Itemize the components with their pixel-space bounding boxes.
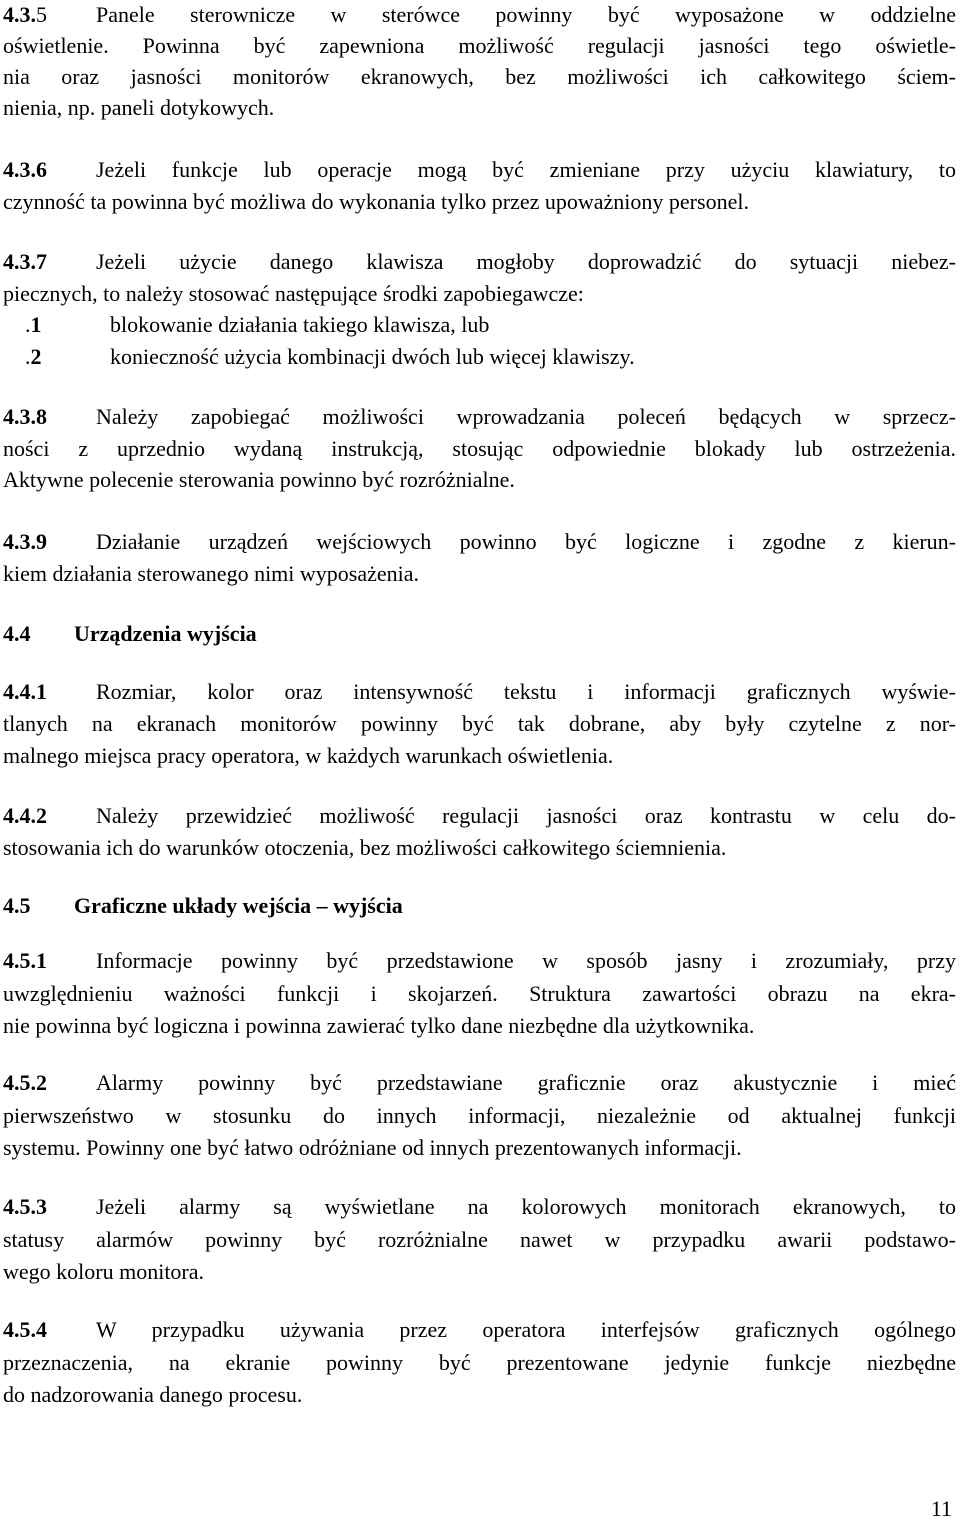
paragraph-number: 4.3.5: [3, 2, 47, 27]
paragraph-4-3-5-line-3: nia oraz jasności monitorów ekranowych, bez możliwości ich całkowitego ściem-: [3, 64, 956, 89]
paragraph-4-3-8-line-3: Aktywne polecenie sterowania powinno być rozróżnialne.: [3, 467, 515, 492]
section-number: 4.4: [3, 621, 31, 646]
paragraph-number: 4.5.2: [3, 1070, 47, 1095]
page-number: 11: [930, 1496, 952, 1521]
section-title: Graficzne układy wejścia – wyjścia: [74, 893, 403, 918]
paragraph-4-3-9-line-1: [3, 527, 956, 557]
paragraph-4-3-6-line-2: czynność ta powinna być możliwa do wykonania tylko przez upoważniony personel.: [3, 189, 749, 214]
paragraph-number: 4.4.2: [3, 803, 47, 828]
paragraph-text: Rozmiar, kolor oraz intensywność tekstu i informacji graficznych wyświe-: [96, 679, 956, 704]
paragraph-4-5-4-line-1: [3, 1315, 956, 1345]
paragraph-number: 4.3.9: [3, 529, 47, 554]
paragraph-text: W przypadku używania przez operatora interfejsów graficznych ogólnego: [96, 1317, 956, 1342]
list-item-number: .1: [25, 312, 42, 337]
paragraph-4-5-1-line-1: [3, 946, 956, 976]
paragraph-number: 4.3.6: [3, 157, 47, 182]
paragraph-4-4-2-line-1: [3, 801, 956, 831]
paragraph-4-3-5-line-1: [3, 0, 956, 30]
list-item-number: .2: [25, 344, 42, 369]
paragraph-text: Jeżeli alarmy są wyświetlane na kolorowych monitorach ekranowych, to: [96, 1194, 956, 1219]
paragraph-4-5-4-line-3: do nadzorowania danego procesu.: [3, 1382, 303, 1407]
paragraph-4-5-2-line-1: [3, 1068, 956, 1098]
paragraph-text: Informacje powinny być przedstawione w sposób jasny i zrozumiały, przy: [96, 948, 956, 973]
paragraph-4-4-1-line-1: [3, 677, 956, 707]
paragraph-4-5-3-line-3: wego koloru monitora.: [3, 1259, 205, 1284]
list-item: [25, 342, 960, 372]
paragraph-4-3-8-line-1: [3, 402, 956, 432]
paragraph-text: Panele sterownicze w sterówce powinny być wyposażone w oddzielne: [96, 2, 956, 27]
paragraph-number: 4.5.1: [3, 948, 47, 973]
paragraph-number: 4.3.8: [3, 404, 47, 429]
section-number: 4.5: [3, 893, 31, 918]
paragraph-4-4-2-line-2: stosowania ich do warunków otoczenia, bez możliwości całkowitego ściemnienia.: [3, 835, 727, 860]
paragraph-4-5-1-line-3: nie powinna być logiczna i powinna zawierać tylko dane niezbędne dla użytkownika.: [3, 1013, 755, 1038]
section-title: Urządzenia wyjścia: [74, 621, 257, 646]
paragraph-4-3-7-line-2: piecznych, to należy stosować następujące środki zapobiegawcze:: [3, 281, 584, 306]
paragraph-4-5-3-line-2: statusy alarmów powinny być rozróżnialne nawet w przypadku awarii podstawo-: [3, 1227, 956, 1252]
paragraph-4-5-2-line-2: pierwszeństwo w stosunku do innych informacji, niezależnie od aktualnej funkcji: [3, 1103, 956, 1128]
paragraph-4-3-6-line-1: [3, 155, 956, 185]
paragraph-4-5-1-line-2: uwzględnieniu ważności funkcji i skojarzeń. Struktura zawartości obrazu na ekra-: [3, 981, 956, 1006]
paragraph-4-5-4-line-2: przeznaczenia, na ekranie powinny być prezentowane jedynie funkcje niezbędne: [3, 1350, 956, 1375]
paragraph-text: Należy przewidzieć możliwość regulacji jasności oraz kontrastu w celu do-: [96, 803, 956, 828]
paragraph-4-4-1-line-2: tlanych na ekranach monitorów powinny być tak dobrane, aby były czytelne z nor-: [3, 711, 956, 736]
list-item-text: blokowanie działania takiego klawisza, lub: [110, 312, 490, 337]
paragraph-number: 4.3.7: [3, 249, 47, 274]
paragraph-4-3-5-line-4: nienia, np. paneli dotykowych.: [3, 95, 275, 120]
paragraph-4-3-8-line-2: ności z uprzednio wydaną instrukcją, stosując odpowiednie blokady lub ostrzeżenia.: [3, 436, 956, 461]
paragraph-text: Działanie urządzeń wejściowych powinno być logiczne i zgodne z kierun-: [96, 529, 956, 554]
section-heading-4-5: [3, 891, 956, 921]
section-heading-4-4: [3, 619, 956, 649]
paragraph-text: Alarmy powinny być przedstawiane graficznie oraz akustycznie i mieć: [96, 1070, 956, 1095]
paragraph-text: Jeżeli użycie danego klawisza mogłoby doprowadzić do sytuacji niebez-: [96, 249, 956, 274]
list-item-text: konieczność użycia kombinacji dwóch lub więcej klawiszy.: [110, 344, 635, 369]
paragraph-number: 4.5.3: [3, 1194, 47, 1219]
paragraph-4-3-7-line-1: [3, 247, 956, 277]
paragraph-text: Jeżeli funkcje lub operacje mogą być zmieniane przy użyciu klawiatury, to: [96, 157, 956, 182]
list-item: [25, 310, 960, 340]
paragraph-4-4-1-line-3: malnego miejsca pracy operatora, w każdych warunkach oświetlenia.: [3, 743, 614, 768]
paragraph-4-5-2-line-3: systemu. Powinny one być łatwo odróżniane od innych prezentowanych informacji.: [3, 1135, 742, 1160]
paragraph-4-3-5-line-2: oświetlenie. Powinna być zapewniona możliwość regulacji jasności tego oświetle-: [3, 33, 956, 58]
paragraph-number: 4.5.4: [3, 1317, 47, 1342]
paragraph-4-3-9-line-2: kiem działania sterowanego nimi wyposażenia.: [3, 561, 420, 586]
paragraph-number: 4.4.1: [3, 679, 47, 704]
paragraph-4-5-3-line-1: [3, 1192, 956, 1222]
paragraph-text: Należy zapobiegać możliwości wprowadzania poleceń będących w sprzecz-: [96, 404, 956, 429]
